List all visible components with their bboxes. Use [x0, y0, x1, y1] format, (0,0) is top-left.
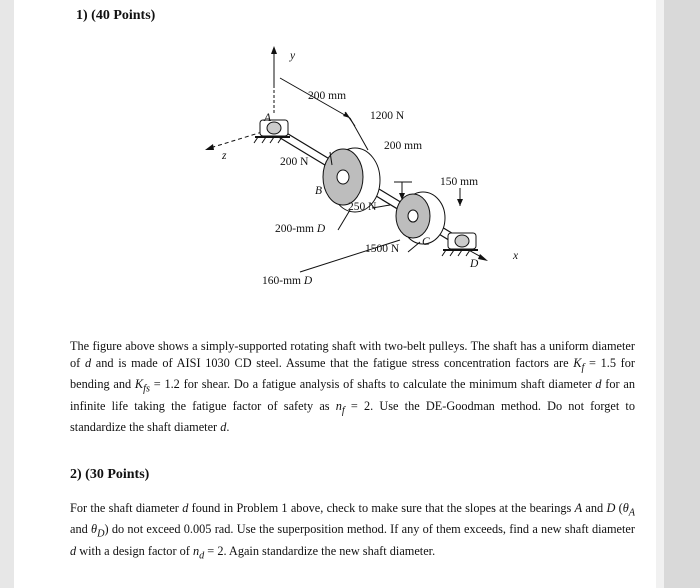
label-dim-150mm: 150 mm	[440, 176, 479, 188]
shaft-diagram	[150, 40, 550, 300]
problem2-heading: 2) (30 Points)	[70, 467, 150, 482]
leader-pulley-b	[338, 210, 350, 230]
z-axis-line	[210, 132, 262, 148]
label-z-axis: z	[222, 150, 227, 162]
label-point-a: A	[264, 112, 272, 124]
z-axis-arrowhead	[205, 144, 214, 150]
label-point-b: B	[315, 185, 323, 197]
label-y-axis: y	[290, 50, 296, 62]
label-dim-200mm-a: 200 mm	[308, 90, 347, 102]
label-x-axis: x	[513, 250, 519, 262]
label-pulley-c-diameter: 160-mm D	[262, 275, 313, 287]
problem1-heading: 1) (40 Points)	[76, 8, 156, 23]
pulley-b-hub	[337, 170, 349, 184]
y-axis-arrowhead	[271, 46, 277, 54]
shaft-figure	[150, 40, 550, 300]
page-right-edge	[656, 0, 700, 588]
x-axis-arrowhead	[478, 254, 488, 261]
bearing-d-hub	[455, 235, 469, 247]
label-force-200n: 200 N	[280, 156, 309, 168]
problem2-statement: For the shaft diameter d found in Problem 1 above, check to make sure that the slopes at the bearings A and D ($\theta_A$ and $\theta_D$) do not exceed 0.005 rad. Use the superposition method. If any of them exceeds, find a new shaft diameter d with a design factor of $n_d = 2$. Again standardize the new shaft diameter.	[70, 501, 636, 562]
label-dim-200mm-b: 200 mm	[384, 140, 423, 152]
belt-c-lower	[408, 242, 420, 252]
label-force-1200n: 1200 N	[370, 110, 405, 122]
label-pulley-b-diameter: 200-mm D	[275, 223, 326, 235]
problem1-statement: The figure above shows a simply-supported rotating shaft with two-belt pulleys. The shaft has a uniform diameter of d and is made of AISI 1030 CD steel. Assume that the fatigue stress concentration factors are $K_f = 1.5$ for bending and $K_{fs} = 1.2$ for shear. Do a fatigue analysis of shafts to calculate the minimum shaft diameter d for an infinite life taking the fatigue factor of safety as $n_f = 2$. Use the DE-Goodman method. Do not forget to standardize the shaft diameter d.	[70, 339, 635, 435]
pulley-c-hub	[408, 210, 418, 222]
label-force-250n: 250 N	[348, 201, 377, 213]
label-point-d: D	[470, 258, 479, 270]
label-force-1500n: 1500 N	[365, 243, 400, 255]
label-point-c: C	[422, 236, 430, 248]
page-left-edge	[0, 0, 14, 588]
